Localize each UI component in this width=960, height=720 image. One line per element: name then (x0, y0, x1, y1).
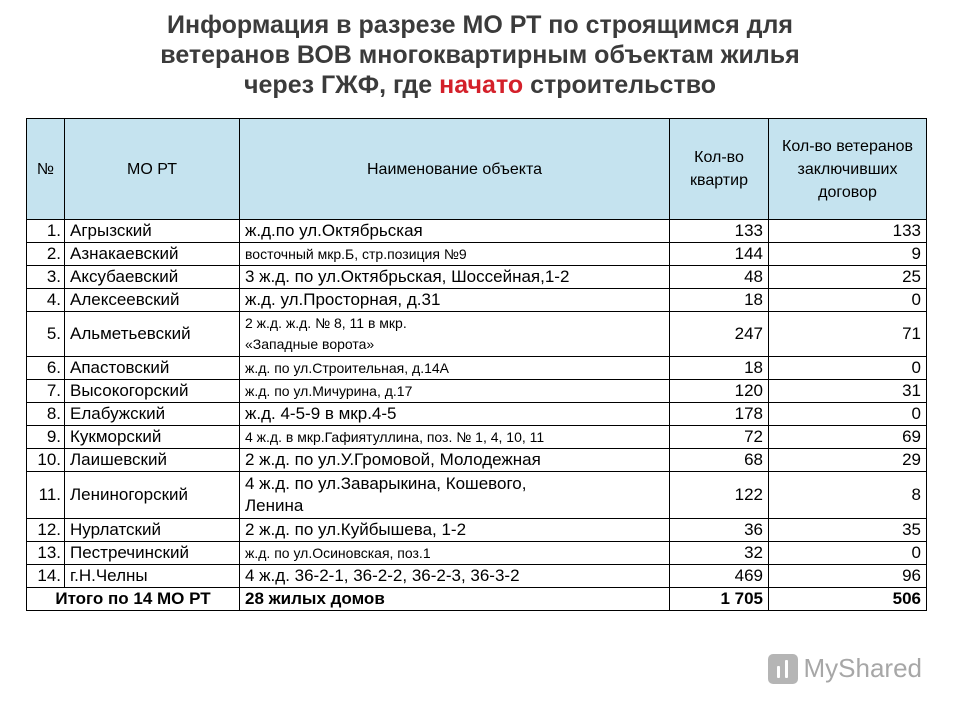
title-line-1: Информация в разрезе МО РТ по строящимся для (167, 11, 793, 39)
total-veterans: 506 (769, 588, 927, 611)
row-num: 13. (27, 542, 65, 565)
table-row (27, 542, 927, 565)
row-object: 2 ж.д. по ул.У.Громовой, Молодежная (240, 449, 670, 472)
table-row (27, 403, 927, 426)
row-flats: 68 (670, 449, 769, 472)
row-veterans: 0 (769, 289, 927, 312)
row-flats: 18 (670, 357, 769, 380)
row-veterans: 35 (769, 519, 927, 542)
row-veterans: 71 (769, 312, 927, 357)
row-veterans: 9 (769, 243, 927, 266)
row-flats: 36 (670, 519, 769, 542)
title-highlight: начато (439, 71, 524, 99)
table-header-row (27, 119, 927, 220)
title-line-3-part-a: через ГЖФ, где (244, 71, 440, 99)
row-mo: Пестречинский (65, 542, 240, 565)
row-object: ж.д. 4-5-9 в мкр.4-5 (240, 403, 670, 426)
total-object: 28 жилых домов (240, 588, 670, 611)
housing-table (26, 118, 927, 611)
document-title (0, 10, 960, 100)
row-num: 10. (27, 449, 65, 472)
row-mo: Альметьевский (65, 312, 240, 357)
row-mo: Кукморский (65, 426, 240, 449)
header-object: Наименование объекта (240, 119, 670, 220)
header-flats: Кол-во квартир (670, 119, 769, 220)
title-line-3-part-b: строительство (523, 71, 716, 99)
row-flats: 48 (670, 266, 769, 289)
table-row (27, 380, 927, 403)
row-flats: 72 (670, 426, 769, 449)
table-row (27, 357, 927, 380)
row-veterans: 133 (769, 220, 927, 243)
row-veterans: 0 (769, 403, 927, 426)
row-object: 4 ж.д. по ул.Заварыкина, Кошевого, Ленина (240, 472, 670, 519)
row-num: 5. (27, 312, 65, 357)
row-mo: Апастовский (65, 357, 240, 380)
row-mo: Нурлатский (65, 519, 240, 542)
row-flats: 122 (670, 472, 769, 519)
row-object: восточный мкр.Б, стр.позиция №9 (240, 243, 670, 266)
table-row (27, 289, 927, 312)
row-veterans: 31 (769, 380, 927, 403)
row-num: 14. (27, 565, 65, 588)
table-row (27, 220, 927, 243)
row-num: 9. (27, 426, 65, 449)
row-num: 3. (27, 266, 65, 289)
row-object: 4 ж.д. 36-2-1, 36-2-2, 36-2-3, 36-3-2 (240, 565, 670, 588)
row-mo: Азнакаевский (65, 243, 240, 266)
watermark (768, 653, 923, 684)
row-flats: 120 (670, 380, 769, 403)
row-num: 1. (27, 220, 65, 243)
row-flats: 18 (670, 289, 769, 312)
row-veterans: 69 (769, 426, 927, 449)
myshared-logo-icon (768, 654, 798, 684)
row-object: ж.д.по ул.Октябрьская (240, 220, 670, 243)
row-object: ж.д. по ул.Мичурина, д.17 (240, 380, 670, 403)
row-num: 2. (27, 243, 65, 266)
row-flats: 247 (670, 312, 769, 357)
row-num: 4. (27, 289, 65, 312)
row-num: 8. (27, 403, 65, 426)
row-mo: Елабужский (65, 403, 240, 426)
table-total-row (27, 588, 927, 611)
row-mo: Лениногорский (65, 472, 240, 519)
total-label: Итого по 14 МО РТ (27, 588, 240, 611)
row-object: 2 ж.д. по ул.Куйбышева, 1-2 (240, 519, 670, 542)
row-object: 3 ж.д. по ул.Октябрьская, Шоссейная,1-2 (240, 266, 670, 289)
table-row (27, 243, 927, 266)
table-row (27, 472, 927, 519)
table-row (27, 519, 927, 542)
row-object: 2 ж.д. ж.д. № 8, 11 в мкр. «Западные ворота» (240, 312, 670, 357)
title-line-3 (0, 70, 960, 100)
row-mo: Алексеевский (65, 289, 240, 312)
table-row (27, 565, 927, 588)
row-mo: Аксубаевский (65, 266, 240, 289)
header-num: № (27, 119, 65, 220)
table-row (27, 426, 927, 449)
row-veterans: 0 (769, 542, 927, 565)
row-flats: 469 (670, 565, 769, 588)
header-veterans: Кол-во ветеранов заключивших договор (769, 119, 927, 220)
row-flats: 144 (670, 243, 769, 266)
table-row (27, 312, 927, 357)
row-mo: Лаишевский (65, 449, 240, 472)
watermark-text: MyShared (803, 653, 922, 683)
row-veterans: 8 (769, 472, 927, 519)
table-row (27, 449, 927, 472)
row-num: 7. (27, 380, 65, 403)
row-veterans: 0 (769, 357, 927, 380)
total-flats: 1 705 (670, 588, 769, 611)
table-row (27, 266, 927, 289)
row-object: ж.д. ул.Просторная, д.31 (240, 289, 670, 312)
row-veterans: 25 (769, 266, 927, 289)
row-flats: 133 (670, 220, 769, 243)
row-num: 6. (27, 357, 65, 380)
row-object: ж.д. по ул.Осиновская, поз.1 (240, 542, 670, 565)
row-flats: 178 (670, 403, 769, 426)
row-object: 4 ж.д. в мкр.Гафиятуллина, поз. № 1, 4, 10, 11 (240, 426, 670, 449)
row-veterans: 29 (769, 449, 927, 472)
row-object: ж.д. по ул.Строительная, д.14А (240, 357, 670, 380)
row-num: 11. (27, 472, 65, 519)
row-flats: 32 (670, 542, 769, 565)
header-mo: МО РТ (65, 119, 240, 220)
row-num: 12. (27, 519, 65, 542)
row-mo: Высокогорский (65, 380, 240, 403)
row-veterans: 96 (769, 565, 927, 588)
row-mo: г.Н.Челны (65, 565, 240, 588)
title-line-2: ветеранов ВОВ многоквартирным объектам жилья (160, 41, 800, 69)
row-mo: Агрызский (65, 220, 240, 243)
